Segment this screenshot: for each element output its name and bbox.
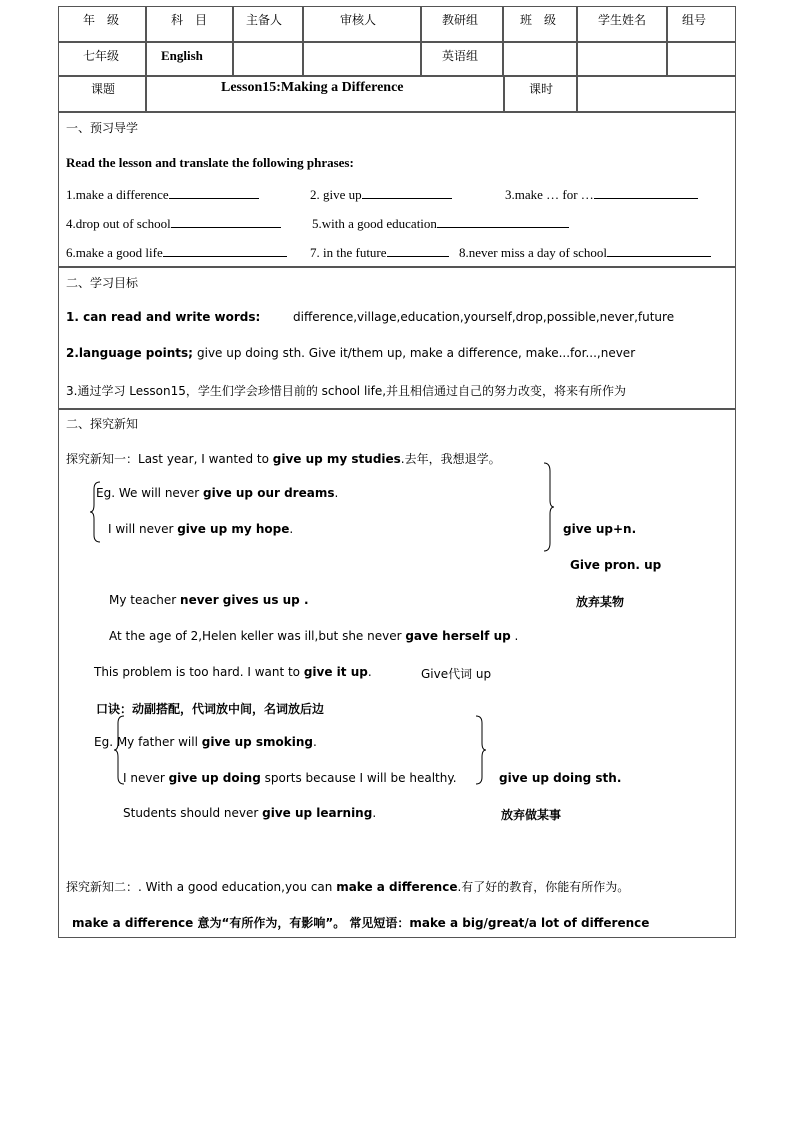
header-label: 审核人 xyxy=(340,13,377,27)
header-label: 班 级 xyxy=(520,13,557,27)
group-number-value-cell[interactable] xyxy=(667,42,736,76)
phrase-item: 8.never miss a day of school xyxy=(459,244,711,261)
answer-blank[interactable] xyxy=(437,215,569,228)
answer-blank[interactable] xyxy=(607,244,711,257)
header-cell-grade xyxy=(58,6,146,42)
group-value: 英语组 xyxy=(442,49,479,63)
goal-1-words: difference,village,education,yourself,drop,possible,never,future xyxy=(293,310,675,324)
knowledge-2-note: make a difference 意为“有所作为，有影响”。 常见短语：make a big/great/a lot of difference xyxy=(72,916,650,930)
explore-heading: 二、探究新知 xyxy=(66,417,139,431)
answer-blank[interactable] xyxy=(362,186,452,199)
group-value-cell xyxy=(421,42,503,76)
mnemonic: 口诀：动副搭配，代词放中间，名词放后边 xyxy=(96,702,325,716)
answer-blank[interactable] xyxy=(169,186,259,199)
example-sentence: This problem is too hard. I want to give it up. xyxy=(94,665,372,679)
goal-3-text: 3.通过学习 Lesson15，学生们学会珍惜目前的 school life,并且相信通过自己的努力改变，将来有所作为 xyxy=(66,384,627,398)
class-value-cell[interactable] xyxy=(503,42,577,76)
preview-section xyxy=(58,112,736,267)
topic-label: 课题 xyxy=(91,82,116,96)
header-label: 主备人 xyxy=(246,13,283,27)
header-cell-class xyxy=(503,6,577,42)
example-sentence: I never give up doing sports because I will be healthy. xyxy=(123,771,457,785)
rule-note: Give代词 up xyxy=(421,667,492,681)
grade-value: 七年级 xyxy=(83,49,120,63)
grade-value-cell xyxy=(58,42,146,76)
rule-label: 放弃某物 xyxy=(576,595,625,609)
phrase-item: 3.make … for … xyxy=(505,186,698,203)
lesson-plan-sheet xyxy=(58,6,736,938)
goals-section xyxy=(58,267,736,409)
rule-label: 放弃做某事 xyxy=(501,808,562,822)
example-sentence: Eg. My father will give up smoking. xyxy=(94,735,317,749)
header-label: 科 目 xyxy=(171,13,208,27)
period-label-cell xyxy=(504,76,577,112)
period-label: 课时 xyxy=(529,82,554,96)
phrase-item: 4.drop out of school xyxy=(66,215,281,232)
reviewer-value-cell[interactable] xyxy=(303,42,421,76)
answer-blank[interactable] xyxy=(387,244,449,257)
lesson-title-cell xyxy=(146,76,504,112)
goal-2-label: 2.language points; xyxy=(66,346,193,360)
right-brace xyxy=(475,715,487,785)
subject-value-cell xyxy=(146,42,233,76)
subject-value: English xyxy=(161,48,203,63)
phrase-item: 2. give up xyxy=(310,186,452,203)
phrase-item: 7. in the future xyxy=(310,244,449,261)
header-cell-reviewer xyxy=(303,6,421,42)
header-label: 组号 xyxy=(682,13,707,27)
header-label: 年 级 xyxy=(83,13,120,27)
example-sentence: Students should never give up learning. xyxy=(123,806,377,820)
preview-instruction: Read the lesson and translate the following phrases: xyxy=(66,155,354,170)
header-cell-preparer xyxy=(233,6,303,42)
preparer-value-cell[interactable] xyxy=(233,42,303,76)
header-label: 学生姓名 xyxy=(598,13,647,27)
rule-label: Give pron. up xyxy=(570,558,662,572)
header-label: 教研组 xyxy=(442,13,479,27)
answer-blank[interactable] xyxy=(171,215,281,228)
phrase-item: 1.make a difference xyxy=(66,186,259,203)
student-name-value-cell[interactable] xyxy=(577,42,667,76)
answer-blank[interactable] xyxy=(594,186,698,199)
rule-label: give up+n. xyxy=(563,522,637,536)
goals-heading: 二、学习目标 xyxy=(66,276,139,290)
right-brace xyxy=(543,462,555,552)
phrase-item: 6.make a good life xyxy=(66,244,287,261)
example-sentence: My teacher never gives us up . xyxy=(109,593,309,607)
lesson-title: Lesson15:Making a Difference xyxy=(221,80,404,95)
knowledge-1: 探究新知一：Last year, I wanted to give up my studies.去年，我想退学。 xyxy=(66,452,501,466)
example-sentence: Eg. We will never give up our dreams. xyxy=(96,486,339,500)
topic-label-cell xyxy=(58,76,146,112)
example-sentence: At the age of 2,Helen keller was ill,but she never gave herself up . xyxy=(109,629,519,643)
explore-section xyxy=(58,409,736,938)
goal-1-label: 1. can read and write words: xyxy=(66,310,261,324)
example-sentence: I will never give up my hope. xyxy=(108,522,294,536)
header-cell-subject xyxy=(146,6,233,42)
answer-blank[interactable] xyxy=(163,244,287,257)
header-cell-teaching-group xyxy=(421,6,503,42)
preview-heading: 一、预习导学 xyxy=(66,121,139,135)
header-cell-student-name xyxy=(577,6,667,42)
goal-2-text: give up doing sth. Give it/them up, make a difference, make...for...,never xyxy=(197,346,636,360)
rule-label: give up doing sth. xyxy=(499,771,622,785)
knowledge-2: 探究新知二：. With a good education,you can make a difference.有了好的教育，你能有所作为。 xyxy=(66,880,630,894)
phrase-item: 5.with a good education xyxy=(312,215,569,232)
period-value-cell[interactable] xyxy=(577,76,736,112)
header-cell-group-number xyxy=(667,6,736,42)
